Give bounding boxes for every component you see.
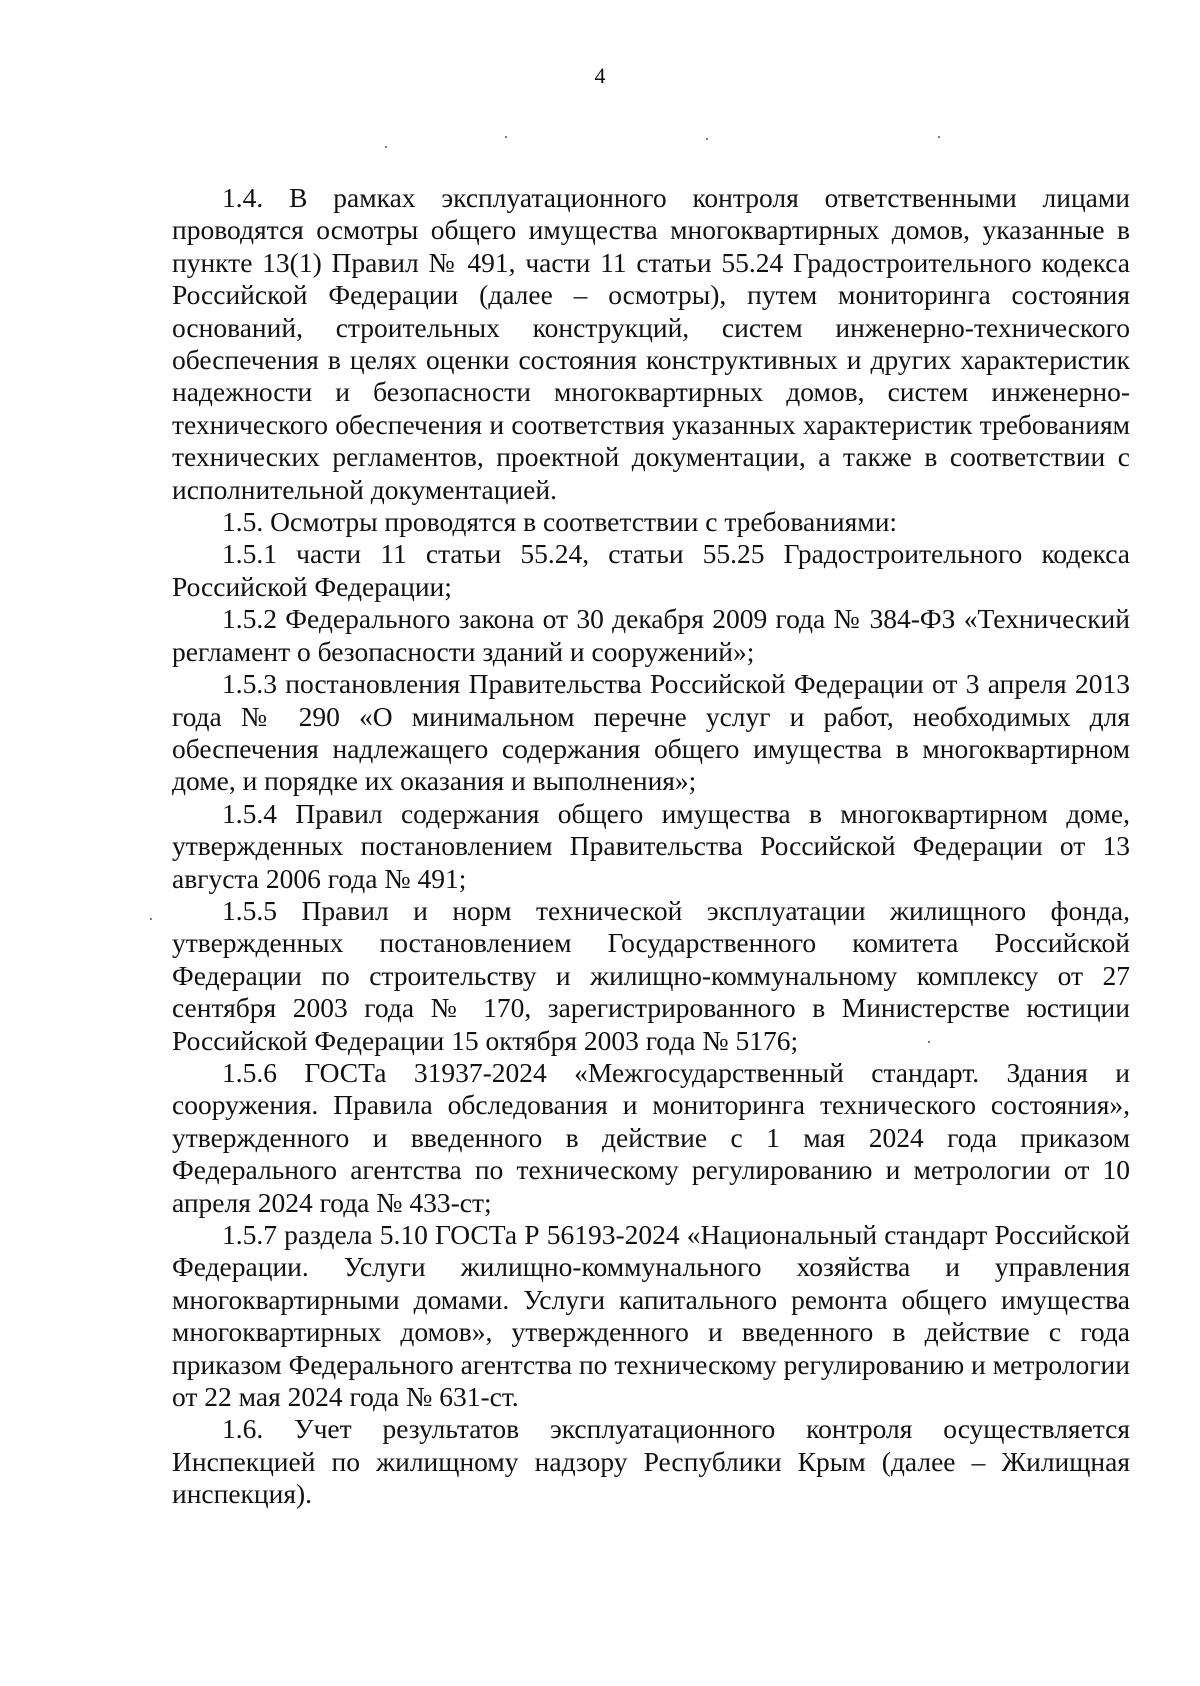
scan-speck (150, 918, 152, 920)
paragraph-1-4: 1.4. В рамках эксплуатационного контроля ответственными лицами проводятся осмотры общего имущества многоквартирных домов, указанные в пункте 13(1) Правил № 491, части 11 статьи 55.24 Градостроительного кодекса Российской Федерации (далее – осмотры), путем мониторинга состояния оснований, строительных конструкций, систем инженерно-технического обеспечения в целях оценки состояния конструктивных и других характеристик надежности и безопасности многоквартирных домов, систем инженерно-технического обеспечения и соответствия указанных характеристик требованиям технических регламентов, проектной документации, а также в соответствии с исполнительной документацией. (172, 182, 1130, 505)
paragraph-1-5: 1.5. Осмотры проводятся в соответствии с требованиями: (222, 506, 898, 538)
scan-speck (505, 136, 507, 138)
paragraph-1-5-5: 1.5.5 Правил и норм технической эксплуатации жилищного фонда, утвержденных постановлением Государственного комитета Российской Федерации по строительству и жилищно-коммунальному комплексу от 27 сентября 2003 года № 170, зарегистрированного в Министерстве юстиции Российской Федерации 15 октября 2003 года № 5176; (172, 894, 1130, 1056)
paragraph-1-5-6: 1.5.6 ГОСТа 31937-2024 «Межгосударственный стандарт. Здания и сооружения. Правила обследования и мониторинга технического состояния», утвержденного и введенного в действие с 1 мая 2024 года приказом Федерального агентства по техническому регулированию и метрологии от 10 апреля 2024 года № 433-ст; (172, 1056, 1130, 1218)
paragraph-1-5-1: 1.5.1 части 11 статьи 55.24, статьи 55.25 Градостроительного кодекса Российской Федерации; (172, 538, 1130, 602)
paragraph-1-5-7: 1.5.7 раздела 5.10 ГОСТа Р 56193-2024 «Национальный стандарт Российской Федерации. Услуги жилищно-коммунального хозяйства и управления многоквартирными домами. Услуги капитального ремонта общего имущества многоквартирных домов», утвержденного и введенного в действие с года приказом Федерального агентства по техническому регулированию и метрологии от 22 мая 2024 года № 631-ст. (172, 1219, 1130, 1413)
page-number: 4 (594, 63, 606, 88)
paragraph-1-5-2: 1.5.2 Федерального закона от 30 декабря 2009 года № 384-ФЗ «Технический регламент о безопасности зданий и сооружений»; (172, 603, 1130, 667)
scan-speck (385, 146, 387, 148)
paragraph-1-5-3: 1.5.3 постановления Правительства Российской Федерации от 3 апреля 2013 года № 290 «О минимальном перечне услуг и работ, необходимых для обеспечения надлежащего содержания общего имущества в многоквартирном доме, и порядке их оказания и выполнения»; (172, 668, 1130, 797)
scan-speck (706, 138, 708, 140)
paragraph-1-5-4: 1.5.4 Правил содержания общего имущества в многоквартирном доме, утвержденных постановлением Правительства Российской Федерации от 13 августа 2006 года № 491; (172, 797, 1130, 894)
document-body (172, 182, 1130, 1511)
paragraph-1-6: 1.6. Учет результатов эксплуатационного контроля осуществляется Инспекцией по жилищному надзору Республики Крым (далее – Жилищная инспекция). (172, 1413, 1130, 1510)
scan-speck (938, 136, 940, 138)
